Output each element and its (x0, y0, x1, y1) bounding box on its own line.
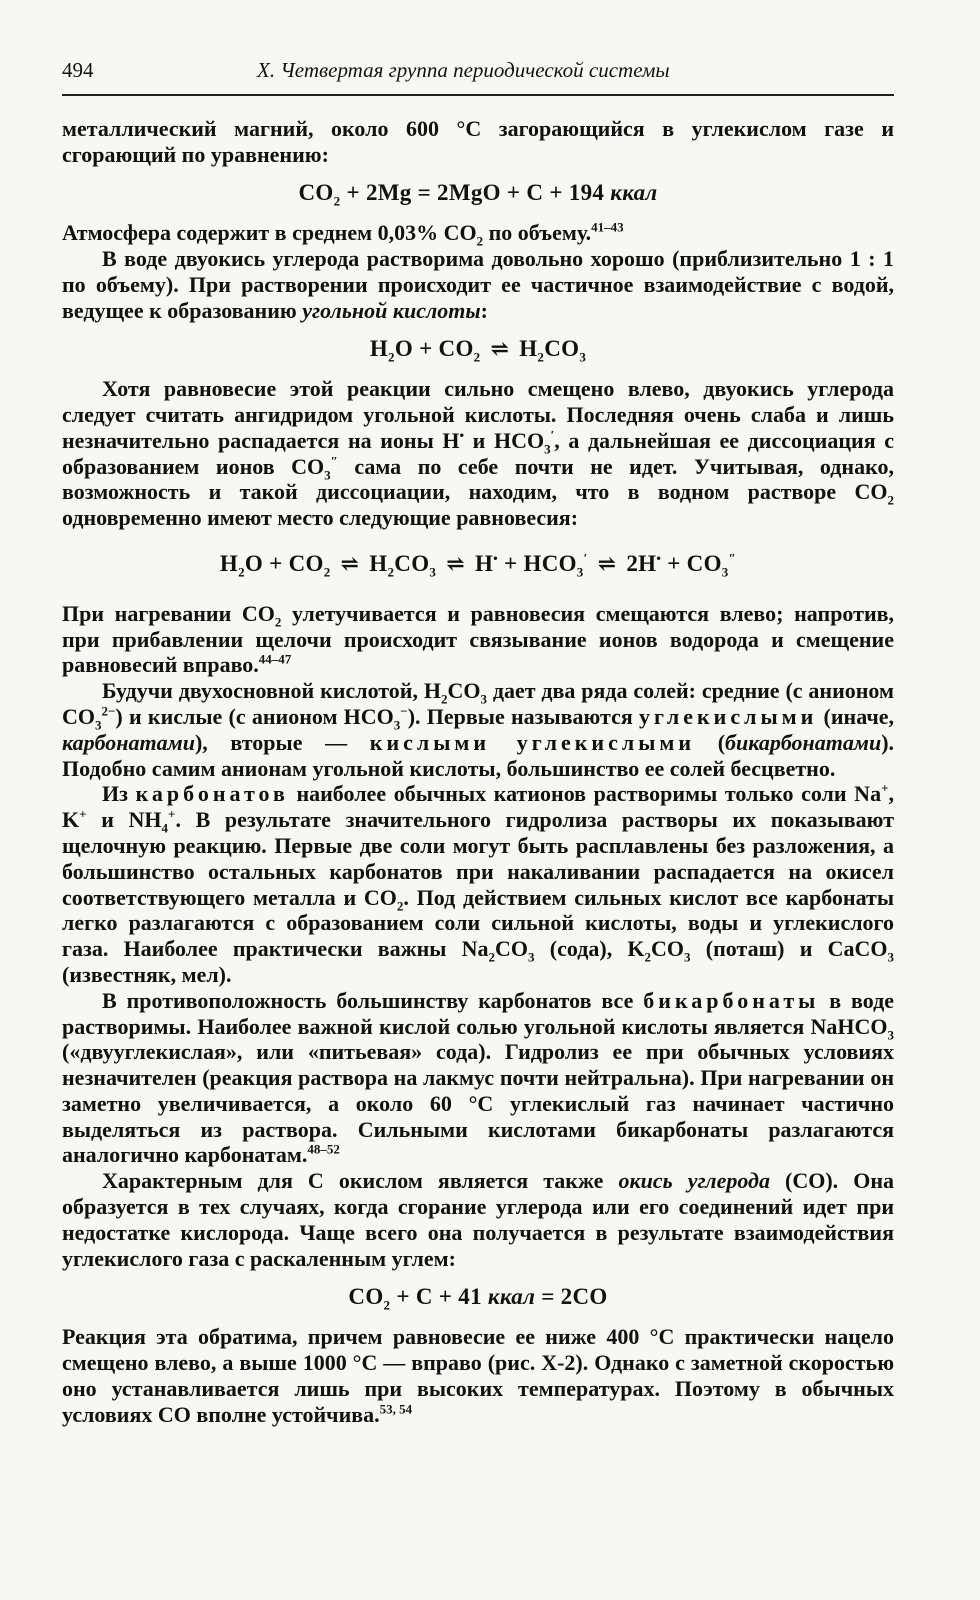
paragraph-5: При нагревании $CO_2$ улетучивается и равновесия смещаются влево; напротив, при прибавлении щелочи происходит связывание ионов водорода и смещение равновесий вправо.$^{44-47}$ (62, 600, 894, 678)
paragraph-8: В противоположность большинству карбонатов все бикарбонаты в воде растворимы. Наиболее важной кислой солью угольной кислоты является NaHCO$_3$ («двууглекислая», или «питьевая» сода). Гидролиз ее при обычных условиях незначителен (реакция раствора на лакмус почти нейтральна). При нагревании он заметно увеличивается, а около 60 °С углекислый газ начинает частично выделяться из раствора. Сильными кислотами бикарбонаты разлагаются аналогично карбонатам.$^{48-52}$ (62, 987, 895, 1168)
paragraph-4: Хотя равновесие этой реакции сильно смещено влево, двуокись углерода следует считать ангидридом угольной кислоты. Последняя очень слаба и лишь незначительно распадается на ионы H• и $HCO_3'$, а дальнейшая ее диссоциация с образованием ионов $CO_3''$ сама по себе почти не идет. Учитывая, однако, возможность и такой диссоциации, находим, что в водном растворе $CO_2$ одновременно имеют место следующие равновесия: (62, 376, 895, 531)
equilibrium-arrow: ⇌ (490, 336, 510, 362)
page-header (62, 58, 894, 96)
paragraph-7: Из карбонатов наиболее обычных катионов растворимы только соли Na+, K+ и $NH_4^+$. В результате значительного гидролиза растворы их показывают щелочную реакцию. Первые две соли могут быть расплавлены без разложения, а большинство остальных карбонатов при накаливании распадается на окисел соответствующего металла и $CO_2$. Под действием сильных кислот все карбонаты легко разлагаются с образованием соли сильной кислоты, воды и углекислого газа. Наиболее практически важны $Na_2CO_3$ (сода), $K_2CO_3$ (поташ) и CaCO$_3$ (известняк, мел). (62, 781, 894, 987)
equation-carbonic-acid: $H_2O + CO_2$ ⇌ $H_2CO_3$ (369, 336, 587, 365)
paragraph-3: В воде двуокись углерода растворима довольно хорошо (приблизительно 1 : 1 по объему). При растворении происходит ее частичное взаимодействие с водой, ведущее к образованию угольной кислоты: (62, 245, 894, 323)
page-number: 494 (62, 58, 94, 82)
paragraph-2: Атмосфера содержит в среднем 0,03% $CO_2$ по объему.$^{41-43}$ (62, 219, 624, 249)
equation-mg-combustion: $CO_2 + 2Mg = 2MgO + C + 194$ ккал (298, 180, 658, 209)
equation-equilibria: $H_2O + CO_2$ ⇌ $H_2CO_3$ ⇌ $H^• + HCO_3'$ ⇌ $2H^• + CO_3''$ (219, 550, 737, 580)
paragraph-10: Реакция эта обратима, причем равновесие ее ниже 400 °С практически нацело смещено влево, а выше 1000 °С — вправо (рис. X-2). Однако с заметной скоростью оно устанавливается лишь при высоких температурах. Поэтому в обычных условиях CO вполне устойчива.$^{53, 54}$ (62, 1324, 894, 1427)
paragraph-6: Будучи двухосновной кислотой, $H_2CO_3$ дает два ряда солей: средние (с анионом $CO_3^{2-}$) и кислые (с анионом $HCO_3^-$). Первые называются углекислыми (иначе, карбонатами), вторые — кислыми углекислыми (бикарбонатами). Подобно самим анионам угольной кислоты, большинство ее солей бесцветно. (62, 678, 895, 781)
reference: 41–43 (591, 219, 624, 235)
running-title: X. Четвертая группа периодической системы (257, 58, 670, 82)
equation-co-formation: $CO_2 + C + 41$ ккал = 2CO (348, 1284, 608, 1314)
paragraph-1: металлический магний, около 600 °С загорающийся в углекислом газе и сгорающий по уравнению: (62, 115, 894, 167)
paragraph-9: Характерным для C окислом является также окись углерода (CO). Она образуется в тех случаях, когда сгорание углерода или его соединений идет при недостатке кислорода. Чаще всего она получается в результате взаимодействия углекислого газа с раскаленным углем: (62, 1168, 894, 1271)
